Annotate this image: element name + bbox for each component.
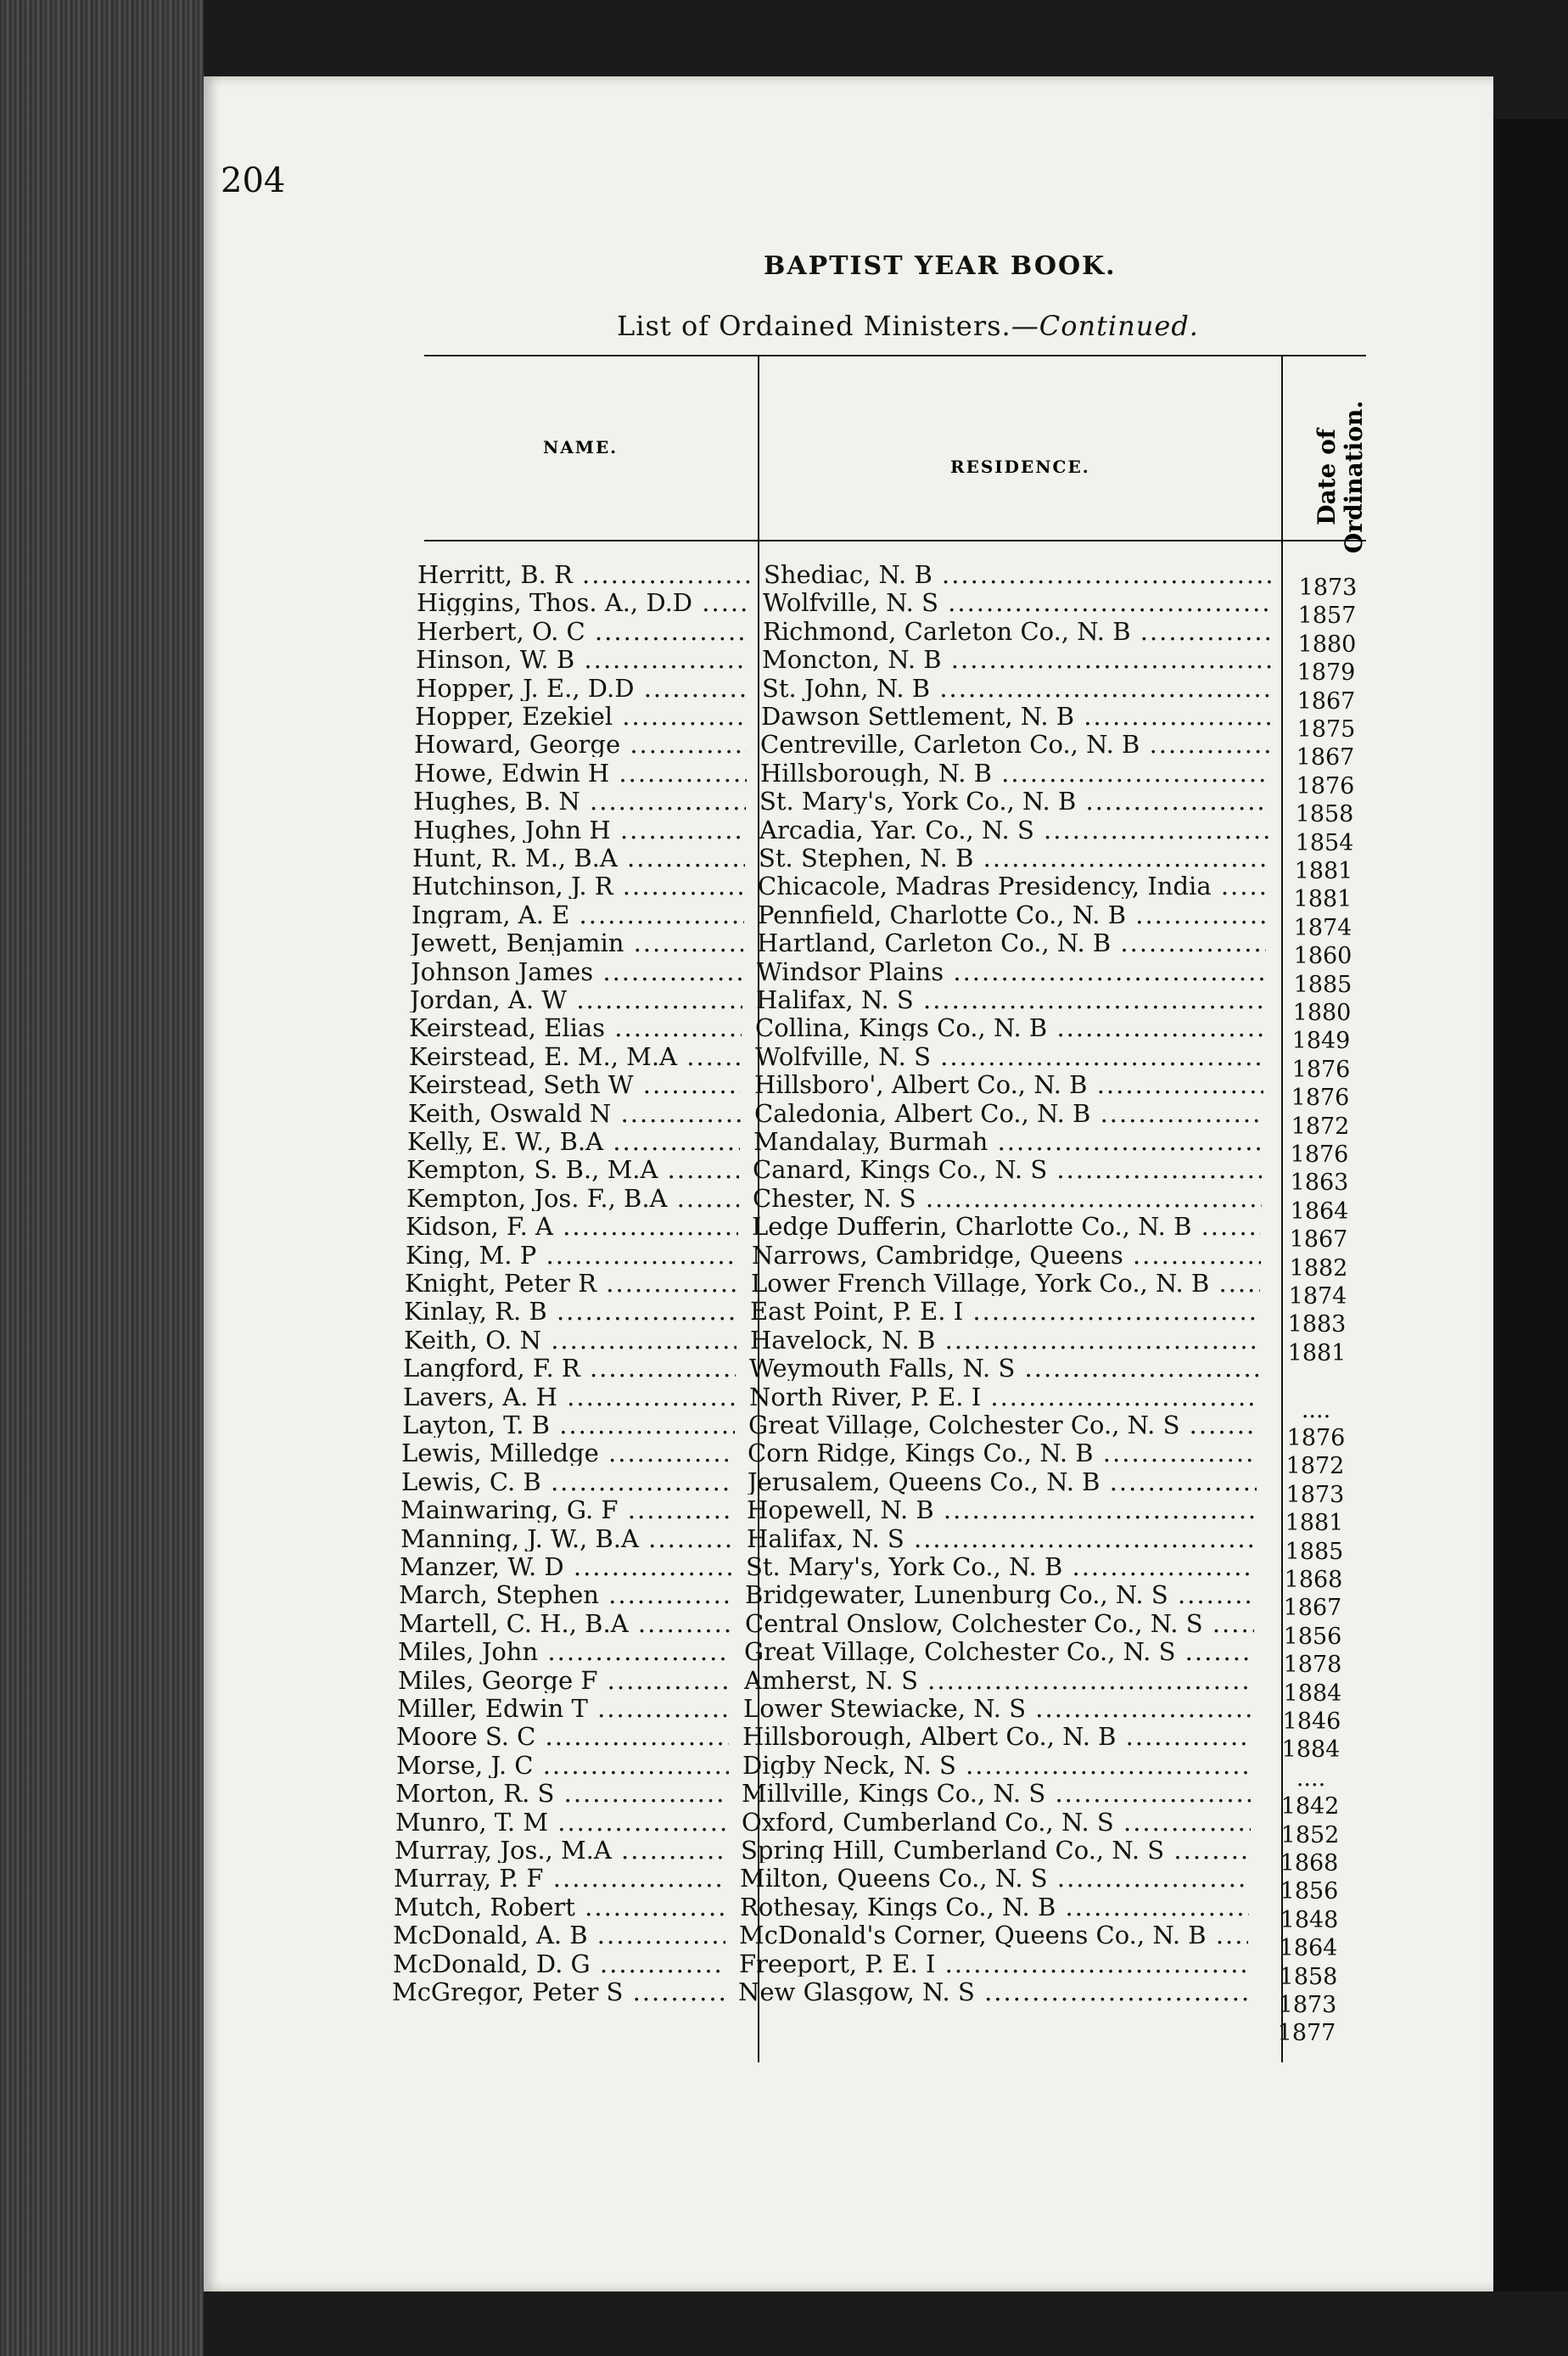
minister-residence: Caledonia, Albert Co., N. B .....	[754, 1101, 1263, 1126]
ordination-date: 1882	[1289, 1255, 1348, 1282]
ordination-date: 1876	[1291, 1057, 1351, 1083]
ordination-date: 1848	[1280, 1907, 1339, 1933]
ordination-date: 1881	[1287, 1340, 1347, 1366]
minister-residence: Dawson Settlement, N. B .....	[761, 704, 1270, 729]
minister-name: Hutchinson, J. R .....	[412, 873, 744, 899]
ordination-date: 1867	[1283, 1595, 1342, 1621]
minister-name: Lewis, Milledge .....	[401, 1440, 734, 1466]
list-title-main: List of Ordained Ministers.	[617, 310, 1011, 342]
minister-name: Knight, Peter R .....	[405, 1271, 737, 1296]
ordination-date: 1873	[1278, 1992, 1337, 2018]
ordination-date: 1849	[1291, 1028, 1351, 1054]
minister-residence: Oxford, Cumberland Co., N. S .....	[742, 1809, 1251, 1835]
ordination-date: 1876	[1291, 1085, 1350, 1111]
minister-residence: Narrows, Cambridge, Queens .....	[752, 1243, 1261, 1268]
minister-name: Manning, J. W., B.A .....	[400, 1526, 733, 1551]
ordination-date: 1885	[1285, 1539, 1344, 1565]
minister-name: McDonald, D. G .....	[393, 1951, 725, 1977]
ordination-date: 1856	[1283, 1624, 1342, 1650]
minister-name: Murray, Jos., M.A .....	[395, 1837, 727, 1863]
minister-residence: Havelock, N. B .....	[750, 1327, 1259, 1353]
ordination-date: 1846	[1282, 1708, 1341, 1735]
minister-residence: Shediac, N. B .....	[764, 562, 1273, 587]
ordination-date: 1881	[1285, 1510, 1344, 1536]
minister-residence: Hillsborough, N. B .....	[760, 760, 1269, 786]
ordination-date: 1873	[1298, 575, 1358, 601]
header-date	[1290, 382, 1375, 552]
ordination-date: 1854	[1295, 830, 1354, 856]
minister-name: Langford, F. R .....	[403, 1355, 736, 1381]
minister-name: Keith, Oswald N .....	[408, 1101, 741, 1126]
minister-residence: St. Mary's, York Co., N. B .....	[746, 1554, 1255, 1579]
minister-residence: Pennfield, Charlotte Co., N. B .....	[758, 902, 1267, 928]
minister-residence: Great Village, Colchester Co., N. S .....	[748, 1412, 1257, 1438]
minister-name: Kinlay, R. B .....	[404, 1299, 736, 1324]
minister-name: Keirstead, Seth W .....	[408, 1072, 741, 1097]
minister-name: Layton, T. B .....	[402, 1412, 735, 1438]
minister-residence: McDonald's Corner, Queens Co., N. B .....	[739, 1922, 1248, 1948]
ordination-date: 1858	[1279, 1964, 1338, 1990]
ordination-date: ....	[1296, 1765, 1326, 1792]
minister-name: Manzer, W. D .....	[400, 1554, 732, 1579]
minister-residence: Millville, Kings Co., N. S .....	[742, 1781, 1251, 1806]
minister-residence: Freeport, P. E. I .....	[739, 1951, 1248, 1977]
minister-residence: St. John, N. B .....	[762, 676, 1271, 701]
ordination-date: 1868	[1280, 1850, 1339, 1876]
header-residence: RESIDENCE.	[950, 457, 1090, 477]
minister-residence: Corn Ridge, Kings Co., N. B .....	[748, 1440, 1257, 1466]
minister-residence: Collina, Kings Co., N. B .....	[755, 1015, 1264, 1041]
minister-name: Hughes, John H .....	[413, 817, 746, 843]
list-title	[617, 310, 1199, 342]
minister-residence: Hartland, Carleton Co., N. B .....	[757, 930, 1266, 956]
minister-residence: Chester, N. S .....	[753, 1186, 1262, 1211]
minister-residence: Chicacole, Madras Presidency, India .....	[758, 873, 1267, 899]
minister-name: Munro, T. M .....	[395, 1809, 728, 1835]
minister-name: Higgins, Thos. A., D.D .....	[417, 590, 749, 615]
ordination-date: 1852	[1280, 1822, 1340, 1848]
minister-residence: Wolfville, N. S .....	[755, 1044, 1264, 1069]
minister-name: Hopper, J. E., D.D .....	[416, 676, 748, 701]
ordination-date: ....	[1301, 1397, 1331, 1423]
minister-name: Miller, Edwin T .....	[397, 1696, 730, 1721]
minister-name: Howe, Edwin H .....	[414, 760, 747, 786]
minister-residence: East Point, P. E. I .....	[750, 1299, 1259, 1324]
minister-residence: Bridgewater, Lunenburg Co., N. S .....	[745, 1582, 1254, 1607]
minister-residence: Wolfville, N. S .....	[763, 590, 1272, 615]
minister-name: Miles, George F .....	[398, 1668, 731, 1693]
minister-residence: Windsor Plains .....	[757, 959, 1266, 984]
minister-name: Morton, R. S .....	[395, 1781, 728, 1806]
ordination-date: 1877	[1277, 2020, 1336, 2046]
ordination-date: 1872	[1285, 1453, 1345, 1479]
minister-name: Hopper, Ezekiel .....	[415, 704, 748, 729]
minister-name: Lewis, C. B .....	[401, 1469, 734, 1495]
ordination-date: 1872	[1291, 1113, 1350, 1140]
minister-name: Miles, John .....	[398, 1639, 731, 1664]
ordination-date: 1884	[1283, 1680, 1342, 1707]
minister-name: Johnson James .....	[411, 959, 743, 984]
ordination-date: 1883	[1287, 1311, 1347, 1338]
ordination-date: 1857	[1297, 603, 1357, 629]
minister-name: Jewett, Benjamin .....	[411, 930, 743, 956]
table-header-rule	[424, 540, 1366, 541]
minister-residence: Hillsboro', Albert Co., N. B .....	[754, 1072, 1263, 1097]
minister-residence: Moncton, N. B .....	[762, 647, 1271, 672]
ordination-date: 1876	[1286, 1425, 1346, 1451]
ordination-date: 1842	[1280, 1793, 1340, 1820]
minister-residence: Spring Hill, Cumberland Co., N. S .....	[741, 1837, 1250, 1863]
minister-name: McGregor, Peter S .....	[392, 1979, 725, 2005]
ordination-date: 1876	[1290, 1142, 1349, 1168]
ordination-date: 1864	[1279, 1935, 1338, 1961]
minister-residence: Centreville, Carleton Co., N. B .....	[760, 732, 1269, 757]
minister-residence: Ledge Dufferin, Charlotte Co., N. B .....	[752, 1214, 1261, 1239]
minister-residence: Hillsborough, Albert Co., N. B .....	[742, 1724, 1252, 1749]
ordination-date: 1880	[1297, 631, 1357, 658]
minister-name: Keirstead, E. M., M.A .....	[409, 1044, 742, 1069]
minister-residence: Hopewell, N. B .....	[747, 1497, 1256, 1523]
minister-residence: Rothesay, Kings Co., N. B .....	[740, 1894, 1249, 1920]
ordination-date: 1874	[1293, 915, 1352, 941]
minister-residence: Digby Neck, N. S .....	[742, 1753, 1252, 1778]
ordination-date: 1860	[1293, 943, 1352, 969]
minister-name: Lavers, A. H .....	[403, 1384, 736, 1410]
ordination-date: 1873	[1285, 1482, 1345, 1508]
minister-name: Herbert, O. C .....	[417, 619, 749, 644]
minister-residence: Canard, Kings Co., N. S .....	[753, 1157, 1262, 1182]
minister-name: Hinson, W. B .....	[416, 647, 748, 672]
minister-residence: New Glasgow, N. S .....	[738, 1979, 1247, 2005]
minister-name: Murray, P. F .....	[394, 1865, 726, 1891]
minister-name: Kempton, Jos. F., B.A .....	[406, 1186, 739, 1211]
ordination-date: 1875	[1296, 716, 1356, 743]
minister-residence: Central Onslow, Colchester Co., N. S .....	[745, 1611, 1254, 1636]
ordination-date: 1884	[1281, 1736, 1341, 1763]
minister-name: Keirstead, Elias .....	[409, 1015, 742, 1041]
table-top-rule	[424, 355, 1366, 356]
minister-residence: Lower French Village, York Co., N. B .....	[751, 1271, 1260, 1296]
ordination-date: 1868	[1284, 1567, 1343, 1593]
ordination-date: 1881	[1294, 858, 1353, 884]
book-spine-right	[1493, 119, 1568, 2291]
minister-residence: Halifax, N. S .....	[756, 987, 1265, 1013]
running-head: BAPTIST YEAR BOOK.	[764, 251, 1117, 281]
minister-residence: St. Stephen, N. B .....	[759, 845, 1268, 871]
ordination-date: 1881	[1293, 886, 1352, 912]
minister-name: Keith, O. N .....	[404, 1327, 736, 1353]
ordination-date: 1885	[1293, 972, 1352, 998]
ordination-date: 1858	[1295, 801, 1354, 827]
minister-residence: Lower Stewiacke, N. S .....	[743, 1696, 1252, 1721]
minister-name: Kidson, F. A .....	[406, 1214, 738, 1239]
ordination-date: 1876	[1296, 773, 1355, 799]
minister-name: King, M. P .....	[406, 1243, 738, 1268]
minister-residence: North River, P. E. I .....	[749, 1384, 1258, 1410]
ordination-date: 1880	[1292, 1000, 1352, 1026]
minister-residence: Amherst, N. S .....	[744, 1668, 1253, 1693]
minister-name: Ingram, A. E .....	[412, 902, 744, 928]
minister-residence: Mandalay, Burmah .....	[753, 1129, 1263, 1154]
minister-name: Mainwaring, G. F .....	[400, 1497, 733, 1523]
minister-residence: Richmond, Carleton Co., N. B .....	[763, 619, 1272, 644]
minister-name: Mutch, Robert .....	[394, 1894, 726, 1920]
ordination-date: 1879	[1296, 659, 1356, 686]
ordination-date: 1878	[1283, 1652, 1342, 1678]
minister-name: Jordan, A. W .....	[410, 987, 742, 1013]
minister-name: Howard, George .....	[414, 732, 747, 757]
list-title-continued: —Continued.	[1011, 310, 1199, 342]
minister-residence: St. Mary's, York Co., N. B .....	[759, 788, 1268, 814]
minister-name: Moore S. C .....	[396, 1724, 729, 1749]
minister-residence: Milton, Queens Co., N. S .....	[740, 1865, 1249, 1891]
minister-name: Kelly, E. W., B.A .....	[407, 1129, 740, 1154]
book-page-edges	[0, 0, 204, 2356]
minister-name: March, Stephen .....	[399, 1582, 731, 1607]
minister-residence: Halifax, N. S .....	[747, 1526, 1256, 1551]
header-date-label: Date of Ordination.	[1313, 400, 1368, 554]
ordination-date: 1864	[1290, 1198, 1349, 1225]
minister-residence: Great Village, Colchester Co., N. S .....	[744, 1639, 1253, 1664]
header-name: NAME.	[543, 437, 619, 457]
ordination-date: 1867	[1296, 688, 1356, 715]
page-number: 204	[221, 161, 286, 200]
minister-name: McDonald, A. B .....	[393, 1922, 725, 1948]
minister-residence: Arcadia, Yar. Co., N. S .....	[759, 817, 1268, 843]
ordination-date: 1874	[1288, 1283, 1347, 1310]
ordination-date: 1867	[1289, 1226, 1348, 1253]
minister-residence: Weymouth Falls, N. S .....	[749, 1355, 1258, 1381]
minister-name: Kempton, S. B., M.A .....	[406, 1157, 739, 1182]
minister-name: Hughes, B. N .....	[413, 788, 746, 814]
minister-name: Martell, C. H., B.A .....	[399, 1611, 731, 1636]
minister-residence: Jerusalem, Queens Co., N. B .....	[748, 1469, 1257, 1495]
ordination-date: 1856	[1280, 1878, 1339, 1904]
minister-name: Hunt, R. M., B.A .....	[412, 845, 745, 871]
minister-name: Herritt, B. R .....	[417, 562, 750, 587]
ordination-date: 1863	[1290, 1170, 1349, 1196]
ordination-date: 1867	[1296, 744, 1355, 771]
minister-name: Morse, J. C .....	[396, 1753, 729, 1778]
